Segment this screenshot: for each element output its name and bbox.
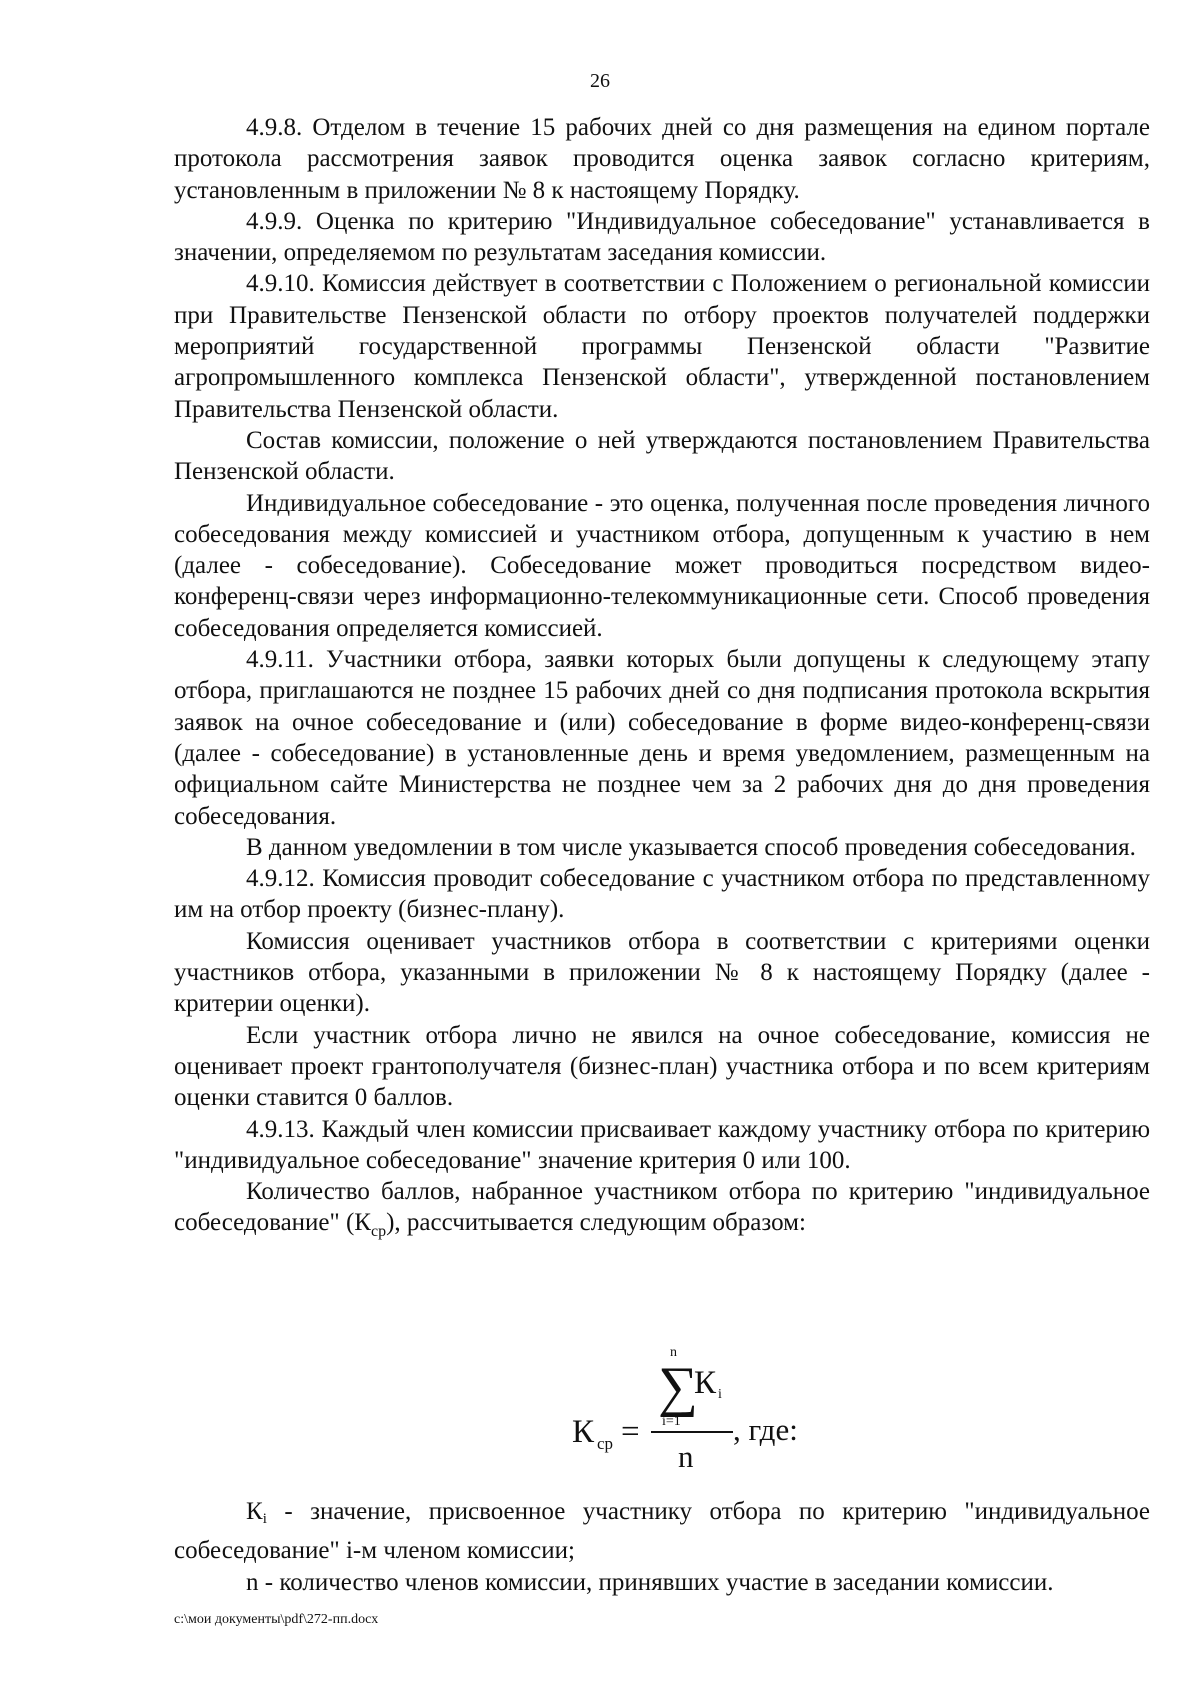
paragraph-notice: В данном уведомлении в том числе указывается способ проведения собеседования. xyxy=(246,833,1136,861)
kcp-text-after: ), рассчитывается следующим образом: xyxy=(386,1209,806,1237)
paragraph-4-9-10: 4.9.10. Комиссия действует в соответствии с Положением о региональной комиссии при Правительстве Пензенской области по отбору проектов получателей поддержки мероприятий государственной программы Пензенской области "Развитие агропромышленного комплекса Пензенской области", утвержденной постановлением Правительства Пензенской области. xyxy=(174,270,1150,423)
formula-equals: = xyxy=(621,1414,640,1450)
paragraph-kcp xyxy=(174,1176,1150,1248)
formula-lhs: К xyxy=(572,1414,595,1450)
document-body xyxy=(174,112,1150,1248)
formula-denominator: n xyxy=(678,1439,694,1474)
paragraph-4-9-12: 4.9.12. Комиссия проводит собеседование с участником отбора по представленному им на отбор проекту (бизнес-плану). xyxy=(174,865,1150,924)
ki-symbol: К xyxy=(246,1498,263,1525)
formula-trailing: , где: xyxy=(733,1412,798,1447)
kcp-text-before: Количество баллов, набранное участником отбора по критерию "индивидуальное собеседование" (К xyxy=(174,1178,1150,1237)
fraction-bar xyxy=(651,1431,733,1433)
definition-n: n - количество членов комиссии, принявших участие в заседании комиссии. xyxy=(246,1568,1054,1596)
paragraph-4-9-11: 4.9.11. Участники отбора, заявки которых были допущены к следующему этапу отбора, приглашаются не позднее 15 рабочих дней со дня подписания протокола вскрытия заявок на очное собеседование и (или) собеседование в форме видео-конференц-связи (далее - собеседование) в установленные день и время уведомлением, размещенным на официальном сайте Министерства не позднее чем за 2 рабочих дня до дня проведения собеседования. xyxy=(174,646,1150,830)
formula-sum-symbol: ∑ xyxy=(658,1356,698,1418)
definitions xyxy=(174,1496,1150,1598)
formula-term: К xyxy=(694,1365,717,1401)
formula-term-subscript: i xyxy=(718,1387,722,1402)
paragraph-absence: Если участник отбора лично не явился на очное собеседование, комиссия не оценивает проект грантополучателя (бизнес-план) участника отбора и по всем критериям оценки ставится 0 баллов. xyxy=(174,1021,1150,1112)
page-number: 26 xyxy=(590,70,610,92)
footer-file-path: c:\мои документы\pdf\272-пп.docx xyxy=(174,1612,379,1627)
paragraph-evaluation: Комиссия оценивает участников отбора в соответствии с критериями оценки участников отбора, указанными в приложении № 8 к настоящему Порядку (далее - критерии оценки). xyxy=(174,927,1150,1018)
formula xyxy=(572,1346,832,1476)
paragraph-4-9-9: 4.9.9. Оценка по критерию "Индивидуальное собеседование" устанавливается в значении, определяемом по результатам заседания комиссии. xyxy=(174,207,1150,267)
definition-ki xyxy=(174,1496,1150,1567)
paragraph-4-9-13: 4.9.13. Каждый член комиссии присваивает каждому участнику отбора по критерию "индивидуальное собеседование" значение критерия 0 или 100. xyxy=(174,1115,1150,1174)
ki-subscript: i xyxy=(262,1511,267,1527)
formula-sum-lower: i=1 xyxy=(662,1414,681,1429)
paragraph-individual-interview: Индивидуальное собеседование - это оценка, полученная после проведения личного собеседования между комиссией и участником отбора, допущенным к участию в нем (далее - собеседование). Собеседование может проводиться посредством видео-конференц-связи через информационно-телекоммуникационные сети. Способ проведения собеседования определяется комиссией. xyxy=(174,489,1150,642)
ki-text: - значение, присвоенное участнику отбора по критерию "индивидуальное собеседование" i-м членом комиссии; xyxy=(174,1498,1150,1565)
formula-sum-upper: n xyxy=(670,1345,677,1360)
paragraph-commission-composition: Состав комиссии, положение о ней утверждаются постановлением Правительства Пензенской области. xyxy=(174,426,1150,486)
kcp-subscript: ср xyxy=(370,1223,387,1241)
formula-lhs-subscript: ср xyxy=(597,1434,614,1453)
paragraph-4-9-8: 4.9.8. Отделом в течение 15 рабочих дней со дня размещения на едином портале протокола рассмотрения заявок проводится оценка заявок согласно критериям, установленным в приложении № 8 к настоящему Порядку. xyxy=(174,114,1150,204)
